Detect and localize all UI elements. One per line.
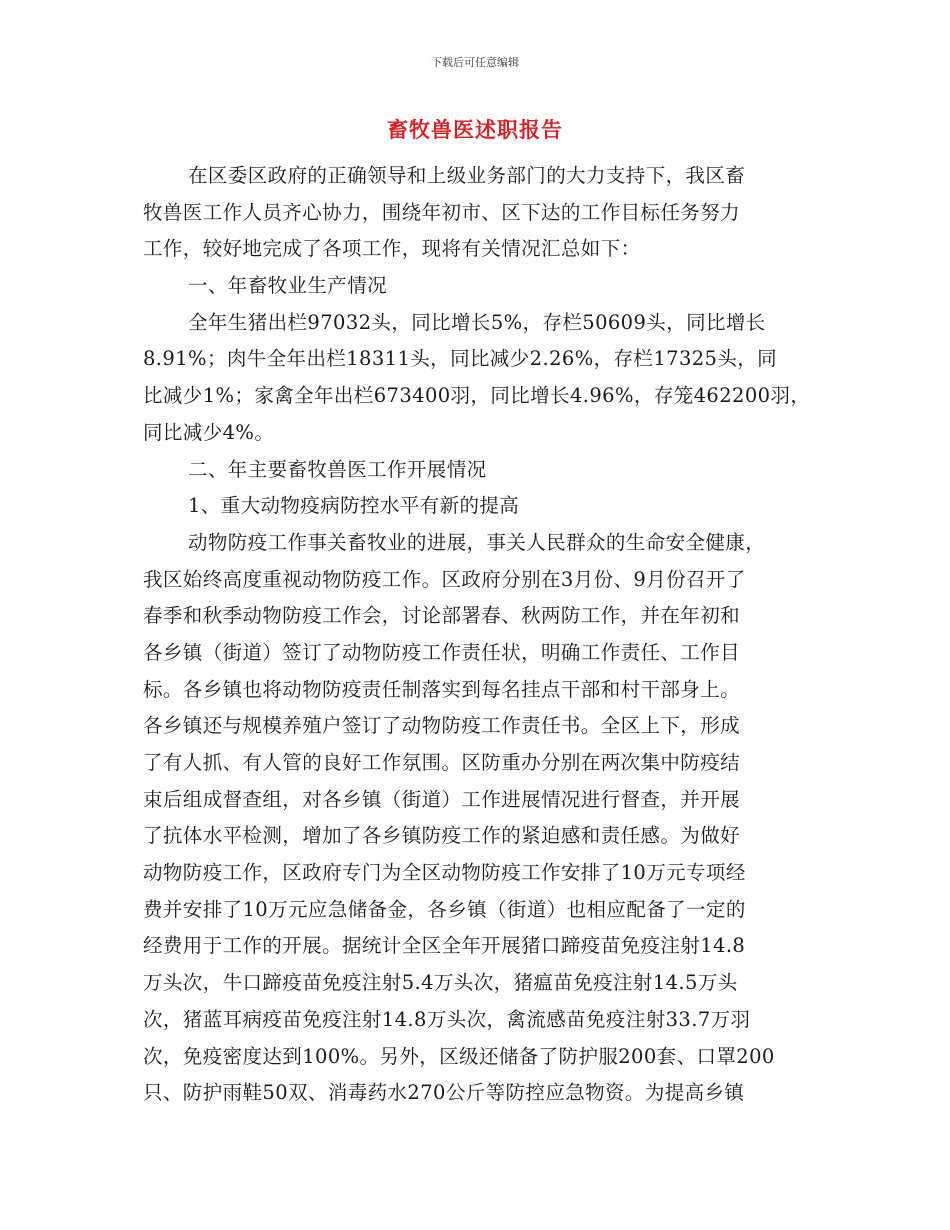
section-heading: 一、年畜牧业生产情况 <box>188 274 388 298</box>
subsection-heading: 1、重大动物疫病防控水平有新的提高 <box>188 494 520 518</box>
document-body <box>143 158 823 1112</box>
paragraph-line: 春季和秋季动物防疫工作会，讨论部署春、秋两防工作，并在年初和 <box>143 604 741 628</box>
paragraph-line: 全年生猪出栏97032头，同比增长5%，存栏50609头，同比增长 <box>188 310 766 334</box>
paragraph-line: 各乡镇（街道）签订了动物防疫工作责任状，明确工作责任、工作目 <box>143 640 741 664</box>
paragraph-line: 标。各乡镇也将动物防疫责任制落实到每名挂点干部和村干部身上。 <box>143 677 741 701</box>
paragraph-line: 动物防疫工作事关畜牧业的进展，事关人民群众的生命安全健康， <box>188 530 766 554</box>
paragraph-line: 束后组成督查组，对各乡镇（街道）工作进展情况进行督查，并开展 <box>143 787 741 811</box>
paragraph-line: 我区始终高度重视动物防疫工作。区政府分别在3月份、9月份召开了 <box>143 567 746 591</box>
paragraph-line: 工作，较好地完成了各项工作，现将有关情况汇总如下： <box>143 237 641 261</box>
paragraph-line: 经费用于工作的开展。据统计全区全年开展猪口蹄疫苗免疫注射14.8 <box>143 934 746 958</box>
paragraph-line: 万头次，牛口蹄疫苗免疫注射5.4万头次，猪瘟苗免疫注射14.5万头 <box>143 971 738 995</box>
page-header-note: 下载后可任意编辑 <box>431 56 519 69</box>
document-title: 畜牧兽医述职报告 <box>387 117 563 142</box>
paragraph-line: 只、防护雨鞋50双、消毒药水270公斤等防控应急物资。为提高乡镇 <box>143 1081 745 1105</box>
paragraph-line: 同比减少4%。 <box>143 420 275 444</box>
section-heading: 二、年主要畜牧兽医工作开展情况 <box>188 457 487 481</box>
paragraph-line: 各乡镇还与规模养殖户签订了动物防疫工作责任书。全区上下，形成 <box>143 714 741 738</box>
paragraph-line: 牧兽医工作人员齐心协力，围绕年初市、区下达的工作目标任务努力 <box>143 200 741 224</box>
paragraph-line: 了有人抓、有人管的良好工作氛围。区防重办分别在两次集中防疫结 <box>143 751 741 774</box>
paragraph-line: 次，猪蓝耳病疫苗免疫注射14.8万头次，禽流感苗免疫注射33.7万羽 <box>143 1007 751 1031</box>
paragraph-line: 在区委区政府的正确领导和上级业务部门的大力支持下，我区畜 <box>188 164 746 187</box>
paragraph-line: 动物防疫工作，区政府专门为全区动物防疫工作安排了10万元专项经 <box>143 861 746 885</box>
paragraph-line: 8.91%；肉牛全年出栏18311头，同比减少2.26%，存栏17325头，同 <box>143 347 778 371</box>
paragraph-line: 次，免疫密度达到100%。另外，区级还储备了防护服200套、口罩200 <box>143 1044 775 1068</box>
paragraph-line: 比减少1%；家禽全年出栏673400羽，同比增长4.96%，存笼462200羽， <box>143 384 811 408</box>
paragraph-line: 费并安排了10万元应急储备金，各乡镇（街道）也相应配备了一定的 <box>143 897 746 921</box>
paragraph-line: 了抗体水平检测，增加了各乡镇防疫工作的紧迫感和责任感。为做好 <box>143 824 741 848</box>
